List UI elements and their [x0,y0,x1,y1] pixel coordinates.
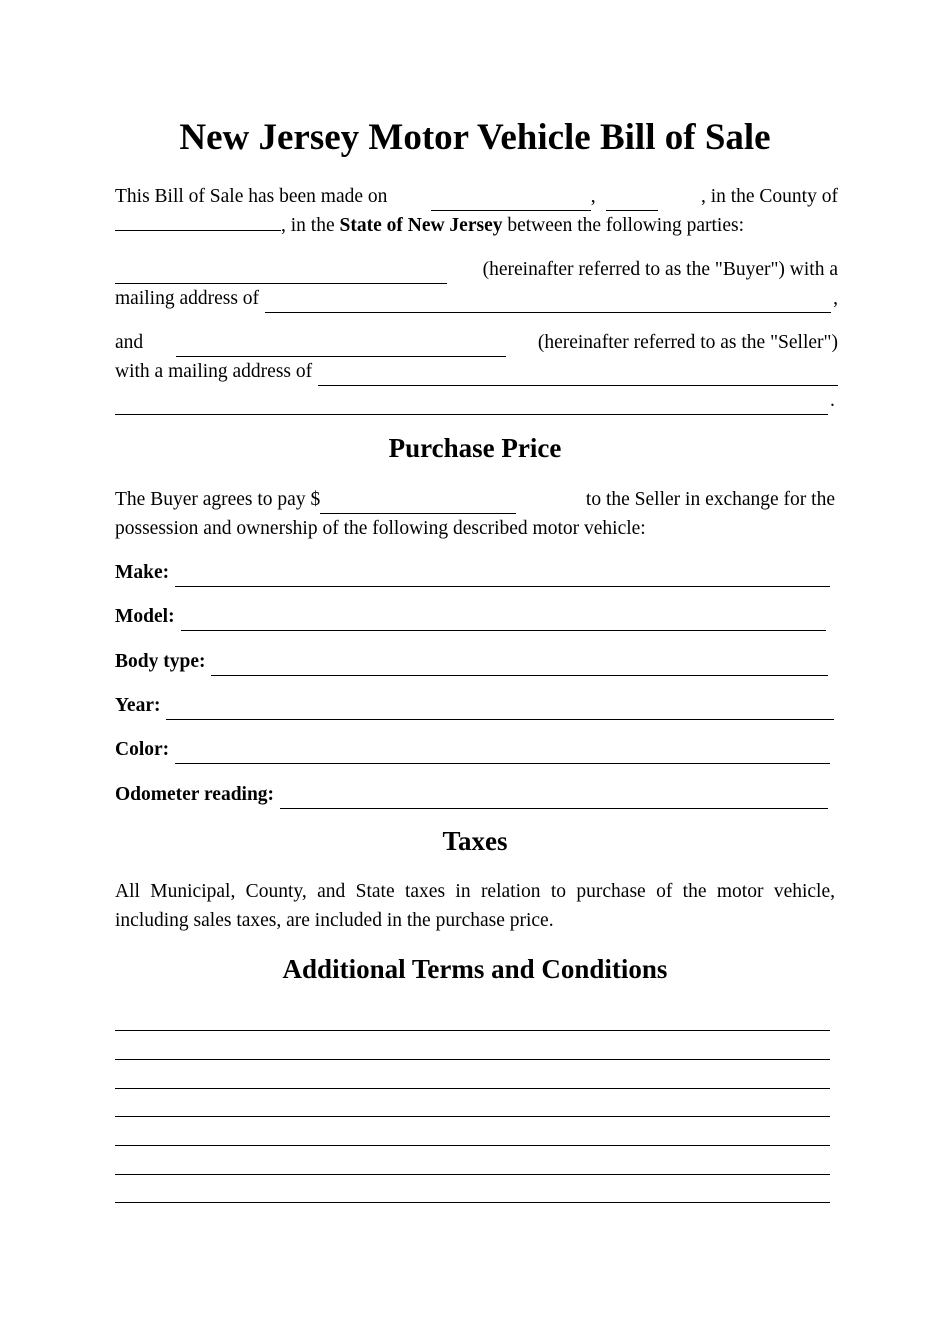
state-name: State of New Jersey [339,215,503,236]
terms-line-3[interactable] [115,1088,830,1089]
field-year [115,691,834,720]
buyer-text: (hereinafter referred to as the "Buyer") with a [482,259,838,280]
field-color [115,735,830,764]
intro-line-1 [115,182,838,211]
field-model-blank[interactable] [181,611,826,631]
field-model [115,602,826,631]
terms-line-2[interactable] [115,1059,830,1060]
buyer-name-blank[interactable] [115,265,447,284]
field-color-blank[interactable] [175,744,830,764]
field-body-type-blank[interactable] [211,656,828,676]
document-title: New Jersey Motor Vehicle Bill of Sale [179,117,771,158]
county-blank[interactable] [115,212,281,231]
comma: , [590,186,596,207]
year-blank[interactable] [606,192,658,211]
purchase-line-2: possession and ownership of the following described motor vehicle: [115,518,646,539]
field-odometer-label: Odometer reading: [115,784,275,805]
date-blank[interactable] [431,192,591,211]
buyer-line-2 [115,284,838,313]
purchase-price-heading: Purchase Price [388,433,562,463]
purchase-line-1 [115,485,838,514]
purchase-text-pay: The Buyer agrees to pay $ [115,489,321,510]
field-make [115,558,830,587]
seller-period: . [830,390,835,411]
seller-mailing-label: with a mailing address of [115,361,313,382]
field-odometer [115,780,828,809]
terms-line-6[interactable] [115,1174,830,1175]
seller-address-blank-2[interactable] [115,395,828,415]
price-blank[interactable] [320,495,516,514]
buyer-line-1 [115,255,838,284]
field-year-blank[interactable] [166,700,834,720]
taxes-text: All Municipal, County, and State taxes in relation to purchase of the motor vehicle, including sales taxes, are included in the purchase price. [115,881,835,931]
intro-text-parties: between the following parties: [507,215,744,236]
terms-line-7[interactable] [115,1202,830,1203]
taxes-heading: Taxes [442,826,508,856]
field-make-blank[interactable] [175,567,830,587]
field-color-label: Color: [115,739,170,760]
terms-line-5[interactable] [115,1145,830,1146]
field-body-type [115,647,828,676]
seller-and: and [115,332,144,353]
buyer-mailing-label: mailing address of [115,288,260,309]
intro-text-made-on: This Bill of Sale has been made on [115,186,388,207]
terms-line-1[interactable] [115,1030,830,1031]
field-year-label: Year: [115,695,161,716]
field-model-label: Model: [115,606,175,627]
seller-line-2 [115,357,838,386]
seller-address-blank-1[interactable] [318,366,838,386]
intro-line-2 [115,211,838,240]
terms-line-4[interactable] [115,1116,830,1117]
purchase-text-exchange: to the Seller in exchange for the [585,489,835,510]
seller-name-blank[interactable] [176,338,506,357]
buyer-address-blank[interactable] [265,293,831,313]
field-body-type-label: Body type: [115,651,206,672]
seller-line-1 [115,328,838,357]
intro-text-county: , in the County of [700,186,838,207]
seller-text: (hereinafter referred to as the "Seller") [537,332,838,353]
field-make-label: Make: [115,562,170,583]
seller-line-3 [115,386,838,415]
buyer-comma: , [833,288,838,309]
intro-text-in-the: , in the [281,215,335,236]
terms-heading: Additional Terms and Conditions [282,954,668,984]
field-odometer-blank[interactable] [280,789,828,809]
